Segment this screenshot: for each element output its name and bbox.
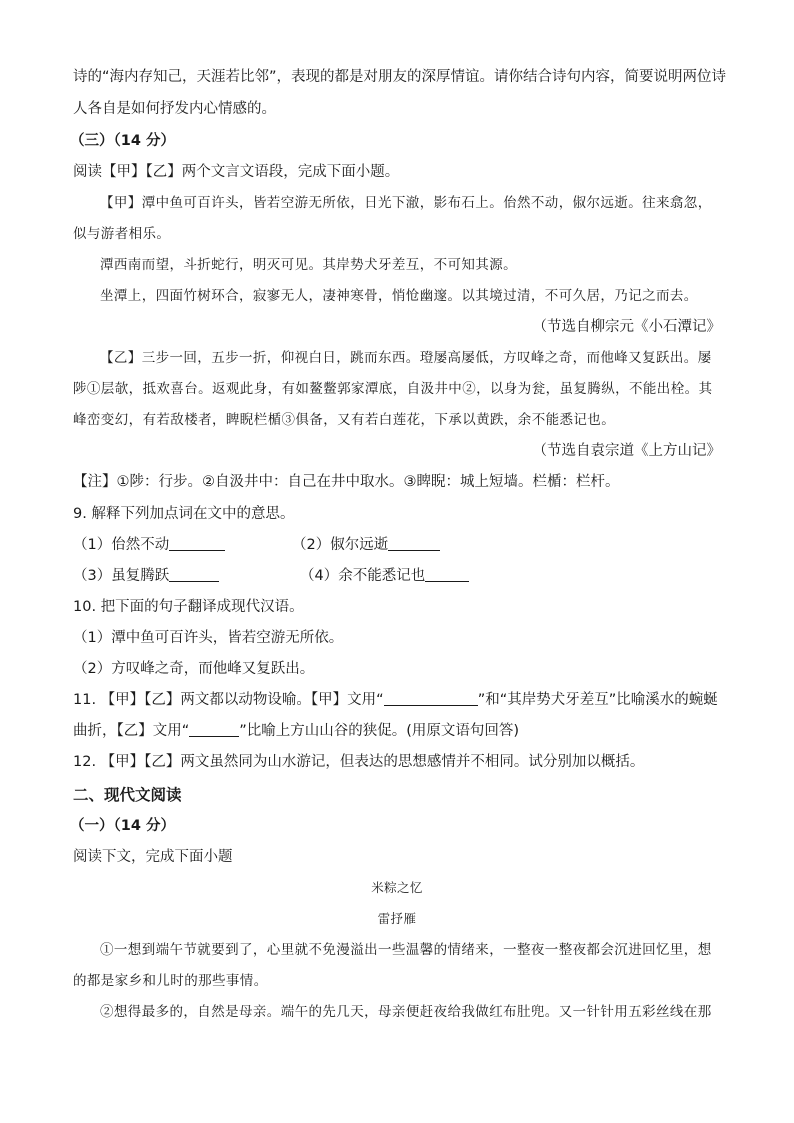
jia-p1-line2: 似与游者相乐。 xyxy=(73,226,171,242)
q9-item-1: （1）佁然不动 xyxy=(73,535,225,555)
q9-item-4: （4）余不能悉记也 xyxy=(300,566,469,586)
part2-sub-heading: （一）（14 分） xyxy=(70,818,175,834)
q9-stem: 9. 解释下列加点词在文中的意思。 xyxy=(73,506,295,522)
intro-line-1: 诗的“海内存知己，天涯若比邻”，表现的都是对朋友的深厚情谊。请你结合诗句内容，简要说明两位诗 xyxy=(73,69,727,85)
yi-source: （节选自袁宗道《上方山记》 xyxy=(532,443,721,459)
q11-line1: 11. 【甲】【乙】两文都以动物设喻。【甲】文用“ ”和“其岸势犬牙差互”比喻溪水的蜿蜒 xyxy=(73,692,718,708)
q11-line2: 曲折，【乙】文用“ ”比喻上方山山谷的狭促。(用原文语句回答) xyxy=(73,723,520,739)
yi-line1: 【乙】三步一回，五步一折，仰视白日，跳而东西。璒屡高屡低，方叹峰之奇，而他峰又复跃出。屡 xyxy=(100,350,712,366)
section3-heading: （三）（14 分） xyxy=(70,133,175,149)
annotation-note: 【注】①陟：行步。②自汲井中：自己在井中取水。③睥睨：城上短墙。栏楯：栏杆。 xyxy=(73,474,620,490)
article-author: 雷抒雁 xyxy=(377,911,417,926)
q10-item-1: （1）潭中鱼可百许头，皆若空游无所依。 xyxy=(73,630,344,646)
q9-item-2: （2）俶尔远逝 xyxy=(292,535,440,555)
answer-blank[interactable] xyxy=(169,567,219,582)
yi-line2: 陟①层欹，抵欢喜台。返观此身，有如鳌鳖郭家潭底，自汲井中②，以身为瓮，虽复腾纵，不能出栓。其 xyxy=(73,381,713,397)
article-title: 米粽之忆 xyxy=(371,880,423,895)
yi-line3: 峰峦变幻，有若敌楼者，睥睨栏楯③俱备，又有若白莲花，下承以黄跌，余不能悉记也。 xyxy=(73,412,616,428)
part2-instruction: 阅读下文，完成下面小题 xyxy=(73,849,233,865)
jia-p3: 坐潭上，四面竹树环合，寂寥无人，凄神寒骨，悄怆幽邃。以其境过清，不可久居，乃记之而去。 xyxy=(100,288,698,304)
q10-item-2: （2）方叹峰之奇，而他峰又复跃出。 xyxy=(73,661,315,677)
jia-source: （节选自柳宗元《小石潭记》 xyxy=(532,319,721,335)
answer-blank[interactable] xyxy=(189,722,239,737)
article-p2-line1: ②想得最多的，自然是母亲。端午的先几天，母亲便赶夜给我做红布肚兜。又一针针用五彩丝线在那 xyxy=(100,1004,712,1020)
q12-stem: 12. 【甲】【乙】两文虽然同为山水游记，但表达的思想感情并不相同。试分别加以概括。 xyxy=(73,754,645,770)
article-p1-line2: 的都是家乡和儿时的那些事情。 xyxy=(73,973,268,989)
jia-p1-line1: 【甲】潭中鱼可百许头，皆若空游无所依，日光下澈，影布石上。佁然不动，俶尔远逝。往来翕忽， xyxy=(100,195,712,211)
answer-blank[interactable] xyxy=(169,536,225,551)
q10-stem: 10. 把下面的句子翻译成现代汉语。 xyxy=(73,599,304,615)
article-p1-line1: ①一想到端午节就要到了，心里就不免漫溢出一些温馨的情绪来，一整夜一整夜都会沉进回忆里，想 xyxy=(100,942,712,958)
section3-instruction: 阅读【甲】【乙】两个文言文语段，完成下面小题。 xyxy=(73,164,400,180)
answer-blank[interactable] xyxy=(384,691,478,706)
answer-blank[interactable] xyxy=(388,536,440,551)
q9-item-3: （3）虽复腾跃 xyxy=(73,566,219,586)
intro-line-2: 人各自是如何抒发内心情感的。 xyxy=(73,101,276,117)
part2-heading: 二、现代文阅读 xyxy=(73,786,182,804)
jia-p2: 潭西南而望，斗折蛇行，明灭可见。其岸势犬牙差互，不可知其源。 xyxy=(100,257,517,273)
answer-blank[interactable] xyxy=(425,567,469,582)
